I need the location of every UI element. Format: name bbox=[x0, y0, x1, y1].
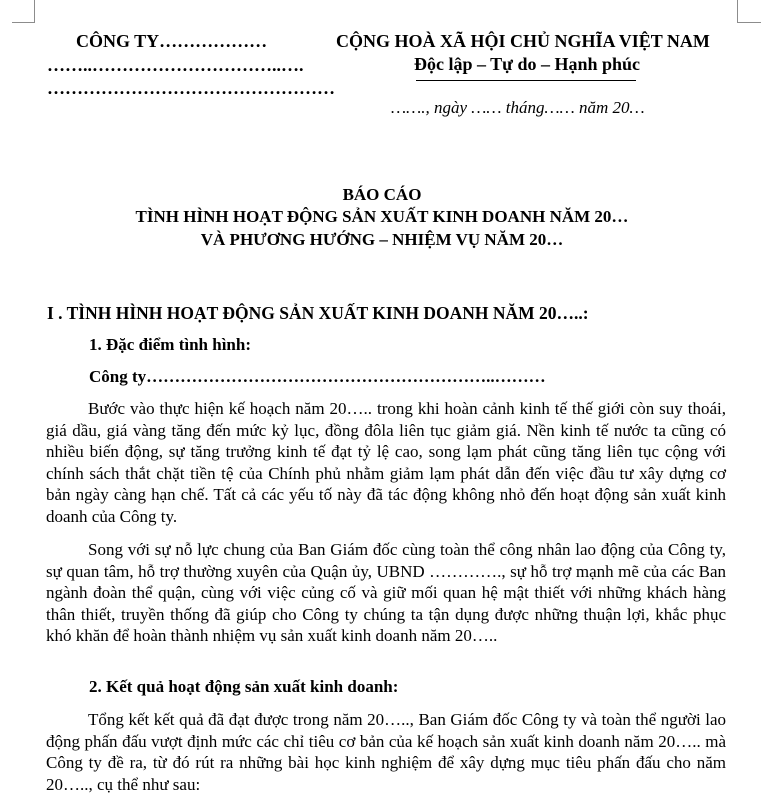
report-title: BÁO CÁO bbox=[342, 185, 422, 204]
republic-title: CỘNG HOÀ XÃ HỘI CHỦ NGHĨA VIỆT NAM bbox=[336, 31, 710, 51]
paragraph-results: Tổng kết kết quả đã đạt được trong năm 20….., Ban Giám đốc Công ty và toàn thể người lao động phấn đấu vượt định mức các chỉ tiêu cơ bản của kế hoạch sản xuất kinh doanh năm 20….. mà Công ty đề ra, từ đó rút ra những bài học kinh nghiệm để xây dựng mục tiêu phấn đấu cho năm 20….., cụ thể như sau: bbox=[46, 710, 726, 794]
paragraph-overview: Bước vào thực hiện kế hoạch năm 20….. trong khi hoàn cảnh kinh tế thế giới còn suy thoái, giá dầu, giá vàng tăng đến mức kỷ lục, đồng đôla liên tục giảm giá. Nền kinh tế nước ta cũng có nhiều biến động, sự tăng trưởng kinh tế đạt tỷ lệ cao, song lạm phát cũng tăng liên tục cộng với chính sách thắt chặt tiền tệ của Chính phủ nhằm giảm lạm phát dẫn đến việc đầu tư xây dựng cơ bản ngày càng hạn chế. Tất cả các yếu tố này đã tác động không nhỏ đến hoạt động sản xuất kinh doanh của Công ty. bbox=[46, 399, 726, 526]
section-heading: I . TÌNH HÌNH HOẠT ĐỘNG SẢN XUẤT KINH DOANH NĂM 20…..: bbox=[47, 303, 589, 323]
company-dots-line-1: ……..…………………………..…. bbox=[47, 55, 304, 75]
motto-underline bbox=[416, 80, 636, 81]
crop-mark-top-left-horizontal bbox=[12, 22, 35, 23]
report-subtitle-2: VÀ PHƯƠNG HƯỚNG – NHIỆM VỤ NĂM 20… bbox=[200, 230, 564, 249]
company-name-label: CÔNG TY……………… bbox=[76, 31, 268, 51]
crop-mark-top-left-vertical bbox=[34, 0, 35, 22]
subsection-heading-1: 1. Đặc điểm tình hình: bbox=[89, 335, 251, 354]
date-line: ……., ngày …… tháng…… năm 20… bbox=[391, 98, 645, 117]
crop-mark-top-right-horizontal bbox=[737, 22, 761, 23]
subsection-heading-2: 2. Kết quả hoạt động sản xuất kinh doanh: bbox=[89, 677, 399, 696]
company-line: Công ty……………………………………………………..……… bbox=[89, 367, 546, 386]
paragraph-efforts: Song với sự nỗ lực chung của Ban Giám đốc cùng toàn thể công nhân lao động của Công ty, sự quan tâm, hỗ trợ thường xuyên của Quận ủy, UBND …………., sự hỗ trợ mạnh mẽ của các Ban ngành đoàn thể quận, cùng với việc củng cố và giữ mối quan hệ mật thiết với những khách hàng thân thiết, truyền thống đã giúp cho Công ty chúng ta tận dụng được những thuận lợi, khắc phục khó khăn để hoàn thành nhiệm vụ sản xuất kinh doanh năm 20….. bbox=[46, 540, 726, 646]
national-motto: Độc lập – Tự do – Hạnh phúc bbox=[414, 54, 641, 74]
report-subtitle-1: TÌNH HÌNH HOẠT ĐỘNG SẢN XUẤT KINH DOANH NĂM 20… bbox=[135, 207, 629, 226]
company-dots-line-2: ………………………………………… bbox=[47, 78, 335, 98]
crop-mark-top-right-vertical bbox=[737, 0, 738, 22]
